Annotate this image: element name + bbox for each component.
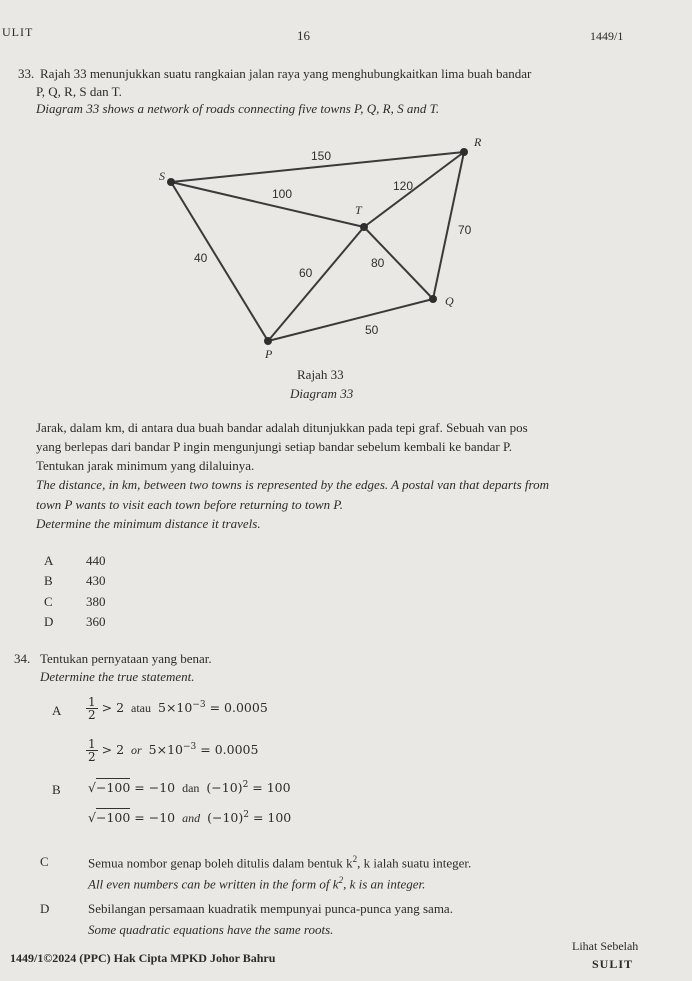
node-label-q: Q [445, 294, 454, 308]
sqrt-icon: √ [88, 780, 96, 796]
q33-text-ms-2: P, Q, R, S dan T. [36, 84, 122, 99]
q33-text-en: Diagram 33 shows a network of roads connecting five towns P, Q, R, S and T. [36, 101, 440, 116]
q33-para-ms-2: yang berlepas dari bandar P ingin mengunjungi setiap bandar sebelum kembali ke bandar P. [36, 439, 513, 454]
q33-text-ms-1: Rajah 33 menunjukkan suatu rangkaian jalan raya yang menghubungkaitkan lima buah bandar [40, 66, 532, 81]
node-label-r: R [474, 135, 482, 149]
node-s [167, 178, 175, 186]
q33-option-a-letter[interactable]: A [44, 553, 54, 568]
weight-t-r: 120 [393, 179, 414, 193]
q34-option-c-en: All even numbers can be written in the form of $k^2$, k is an integer. [88, 875, 426, 892]
q33-para-en-1: The distance, in km, between two towns is represented by the edges. A postal van that departs from [36, 477, 549, 492]
q33-option-d-value[interactable]: 360 [86, 614, 106, 629]
footer-sulit: SULIT [592, 957, 634, 971]
node-label-s: S [159, 169, 165, 183]
node-t [360, 223, 368, 231]
node-label-p: P [265, 347, 273, 361]
footer-next-page: Lihat Sebelah [572, 939, 639, 953]
weight-t-q: 80 [371, 256, 385, 270]
q34-option-b-en: √−100 = −10 and $(-10)^2 = 100$ [88, 810, 292, 826]
q34-option-d-en: Some quadratic equations have the same roots. [88, 922, 334, 937]
node-r [460, 148, 468, 156]
q34-option-c-letter[interactable]: C [40, 854, 49, 869]
q34-text-ms: Tentukan pernyataan yang benar. [40, 651, 212, 666]
weight-s-p: 40 [194, 251, 208, 265]
node-p [264, 337, 272, 345]
node-label-t: T [355, 203, 362, 217]
weight-r-q: 70 [458, 223, 472, 237]
edge-p-q [268, 299, 433, 341]
q34-option-a-ms[interactable]: $\frac{1}{2}$ > 2 atau $5\times 10^{-3} = 0.0005$ [88, 695, 268, 722]
q33-para-en-3: Determine the minimum distance it travels. [36, 516, 261, 531]
q34-option-b-ms[interactable]: √−100 = −10 dan $(-10)^2 = 100$ [88, 780, 291, 796]
q34-option-c-ms[interactable]: Semua nombor genap boleh ditulis dalam bentuk $k^2$, k ialah suatu integer. [88, 854, 472, 871]
q33-option-d-letter[interactable]: D [44, 614, 54, 629]
weight-p-q: 50 [365, 323, 379, 337]
node-q [429, 295, 437, 303]
q33-para-ms-1: Jarak, dalam km, di antara dua buah bandar adalah ditunjukkan pada tepi graf. Sebuah van pos [36, 420, 528, 435]
q33-number: 33. [18, 66, 35, 81]
q33-option-a-value[interactable]: 440 [86, 553, 106, 568]
weight-p-t: 60 [299, 266, 313, 280]
q33-option-c-value[interactable]: 380 [86, 594, 106, 609]
edge-s-t [171, 182, 364, 227]
diagram-caption-ms: Rajah 33 [297, 367, 344, 382]
q33-option-b-letter[interactable]: B [44, 573, 53, 588]
weight-s-t: 100 [272, 187, 293, 201]
edge-s-p [171, 182, 268, 341]
q34-option-a-letter[interactable]: A [52, 703, 62, 718]
fraction-half: $\frac{1}{2}$ [88, 695, 96, 722]
q33-option-b-value[interactable]: 430 [86, 573, 106, 588]
q34-text-en: Determine the true statement. [40, 669, 195, 684]
q34-option-d-ms[interactable]: Sebilangan persamaan kuadratik mempunyai punca-punca yang sama. [88, 901, 453, 916]
diagram-caption-en: Diagram 33 [290, 386, 354, 401]
q34-option-a-en: $\frac{1}{2}$ > 2 or $5\times 10^{-3} = 0.0005$ [88, 737, 259, 764]
sqrt-icon: √ [88, 810, 96, 826]
fraction-half-en: $\frac{1}{2}$ [88, 737, 96, 764]
q33-para-ms-3: Tentukan jarak minimum yang dilaluinya. [36, 458, 255, 473]
edge-t-r [364, 152, 464, 227]
q34-option-b-letter[interactable]: B [52, 782, 61, 797]
page-number: 16 [297, 28, 310, 43]
paper-code: 1449/1 [590, 29, 624, 43]
weight-s-r: 150 [311, 149, 332, 163]
footer-copyright: 1449/1©2024 (PPC) Hak Cipta MPKD Johor Bahru [10, 951, 276, 965]
q33-option-c-letter[interactable]: C [44, 594, 53, 609]
q34-option-d-letter[interactable]: D [40, 901, 50, 916]
q34-number: 34. [14, 651, 31, 666]
edge-p-t [268, 227, 364, 341]
q33-para-en-2: town P wants to visit each town before returning to town P. [36, 497, 343, 512]
header-sulit: ULIT [2, 25, 34, 39]
